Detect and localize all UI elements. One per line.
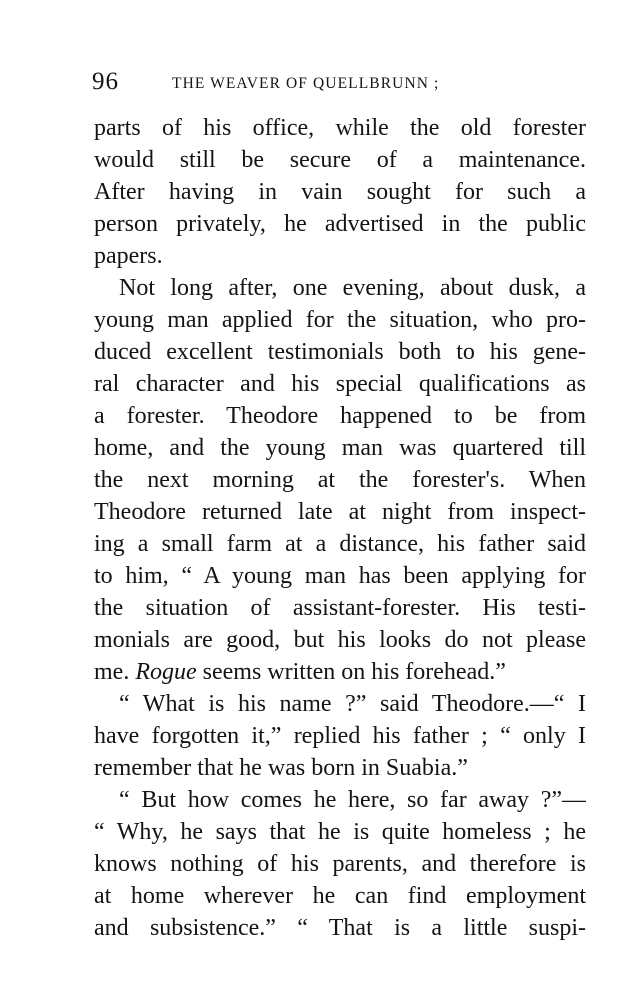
text-segment: knows nothing of his parents, and therefore is <box>94 851 586 877</box>
text-line <box>94 368 586 400</box>
text-segment: After having in vain sought for such a <box>94 179 586 205</box>
text-line <box>94 720 586 752</box>
text-line <box>94 848 586 880</box>
text-line <box>94 624 586 656</box>
text-segment: me. <box>94 659 136 685</box>
text-line <box>94 528 586 560</box>
text-segment: a forester. Theodore happened to be from <box>94 403 586 429</box>
text-line <box>94 752 586 784</box>
text-segment: would still be secure of a maintenance. <box>94 147 586 173</box>
text-segment: seems written on his forehead.” <box>196 659 506 685</box>
text-segment: young man applied for the situation, who pro- <box>94 307 586 333</box>
text-line <box>94 112 586 144</box>
text-line <box>94 656 586 688</box>
text-segment: ing a small farm at a distance, his father said <box>94 531 586 557</box>
text-segment: “ Why, he says that he is quite homeless ; he <box>94 819 586 845</box>
body-text <box>94 112 586 944</box>
text-line <box>94 912 586 944</box>
text-segment: “ What is his name ?” said Theodore.—“ I <box>119 691 586 717</box>
text-segment: duced excellent testimonials both to his gene- <box>94 339 586 365</box>
text-line <box>94 336 586 368</box>
text-line <box>94 272 586 304</box>
text-line <box>94 240 586 272</box>
text-segment: remember that he was born in Suabia.” <box>94 755 468 781</box>
text-segment: the next morning at the forester's. When <box>94 467 586 493</box>
running-title: THE WEAVER OF QUELLBRUNN ; <box>172 75 440 92</box>
text-segment: monials are good, but his looks do not please <box>94 627 586 653</box>
text-line <box>94 208 586 240</box>
text-line <box>94 560 586 592</box>
text-line <box>94 400 586 432</box>
text-segment: the situation of assistant-forester. His testi- <box>94 595 586 621</box>
text-line <box>94 688 586 720</box>
text-segment: to him, “ A young man has been applying for <box>94 563 586 589</box>
text-segment: papers. <box>94 243 163 269</box>
text-line <box>94 784 586 816</box>
page-header <box>92 68 592 98</box>
text-line <box>94 592 586 624</box>
text-segment: Not long after, one evening, about dusk, a <box>119 275 586 301</box>
text-segment: person privately, he advertised in the public <box>94 211 586 237</box>
text-segment: Theodore returned late at night from inspect- <box>94 499 586 525</box>
text-line <box>94 144 586 176</box>
text-line <box>94 496 586 528</box>
text-line <box>94 880 586 912</box>
text-segment: and subsistence.” “ That is a little suspi- <box>94 915 586 941</box>
italic-word: Rogue <box>135 659 197 685</box>
text-segment: home, and the young man was quartered till <box>94 435 586 461</box>
text-segment: ral character and his special qualifications as <box>94 371 586 397</box>
text-line <box>94 432 586 464</box>
page-number: 96 <box>92 68 119 95</box>
text-segment: “ But how comes he here, so far away ?”— <box>119 787 586 813</box>
text-line <box>94 304 586 336</box>
text-segment: parts of his office, while the old forester <box>94 115 586 141</box>
text-line <box>94 816 586 848</box>
text-segment: have forgotten it,” replied his father ; “ only I <box>94 723 586 749</box>
text-line <box>94 464 586 496</box>
text-segment: at home wherever he can find employment <box>94 883 586 909</box>
text-line <box>94 176 586 208</box>
